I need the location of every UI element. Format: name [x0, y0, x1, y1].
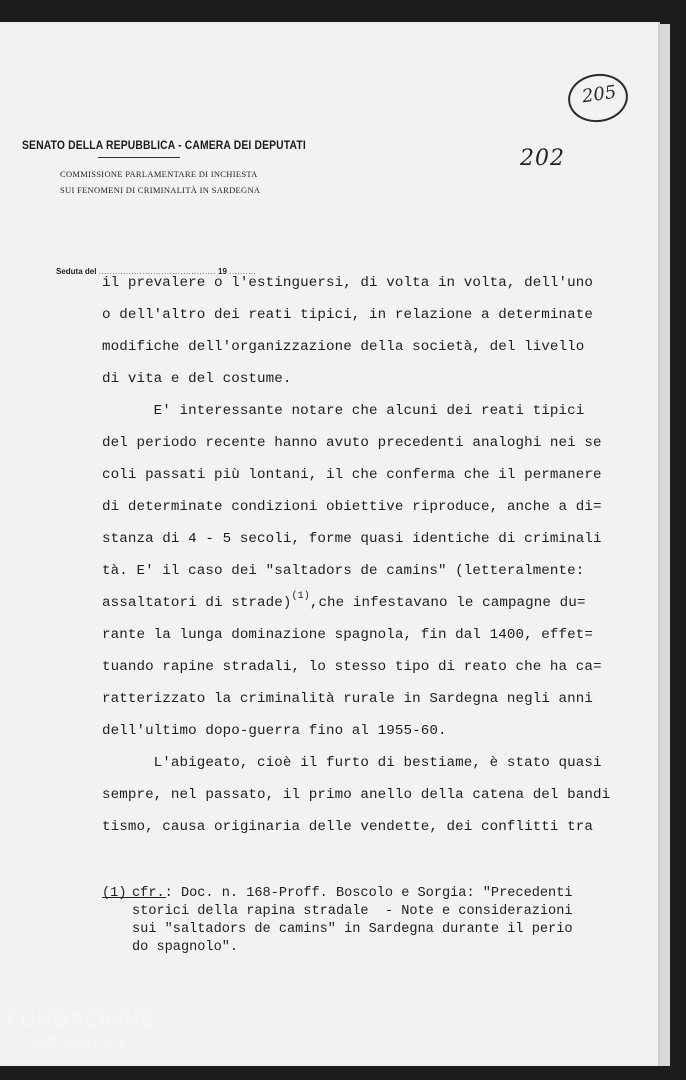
body-line: coli passati più lontani, il che conferma che il permanere: [102, 467, 602, 483]
page-stamp-number: 205: [580, 81, 618, 108]
body-line-start: assaltatori di strade): [102, 595, 292, 611]
body-line: del periodo recente hanno avuto precedenti analoghi nei se: [102, 435, 602, 451]
footnote-line: do spagnolo".: [132, 940, 239, 955]
body-line: il prevalere o l'estinguersi, di volta in volta, dell'uno: [102, 275, 593, 291]
body-line: di determinate condizioni obiettive riproduce, anche a di=: [102, 499, 602, 515]
body-line: rante la lunga dominazione spagnola, fin dal 1400, effet=: [102, 627, 593, 643]
body-line: dell'ultimo dopo-guerra fino al 1955-60.: [102, 723, 447, 739]
footnote-line: storici della rapina stradale - Note e considerazioni: [132, 904, 573, 919]
footnote-reference: (1): [291, 591, 310, 602]
letterhead-subtitle-2: SUI FENOMENI DI CRIMINALITÀ IN SARDEGNA: [60, 185, 261, 195]
body-line: tismo, causa originaria delle vendette, dei conflitti tra: [102, 819, 593, 835]
letterhead-title: SENATO DELLA REPUBBLICA - CAMERA DEI DEPUTATI: [22, 138, 306, 152]
body-line-with-footnote-ref: [102, 591, 586, 611]
seduta-year-dots: ..........: [229, 267, 257, 276]
body-line-end: ,che infestavano le campagne du=: [309, 595, 586, 611]
body-line: di vita e del costume.: [102, 371, 292, 387]
footnote-marker: (1): [102, 886, 127, 901]
seduta-date-dots: ...........................................: [98, 267, 216, 276]
body-line: E' interessante notare che alcuni dei reati tipici: [102, 403, 585, 419]
watermark-logo-line-1: FONDAZIONE: [6, 1008, 155, 1031]
letterhead-subtitle-1: COMMISSIONE PARLAMENTARE DI INCHIESTA: [60, 169, 258, 179]
seduta-year: 19: [218, 267, 227, 276]
body-line: sempre, nel passato, il primo anello della catena del bandi: [102, 787, 611, 803]
watermark-logo-line-2: GRAMSCI: [32, 1034, 127, 1053]
body-line: stanza di 4 - 5 secoli, forme quasi identiche di criminali: [102, 531, 602, 547]
document-page: [0, 22, 658, 1066]
footnote-line: cfr.: Doc. n. 168-Proff. Boscolo e Sorgia: "Precedenti: [132, 886, 573, 901]
handwritten-page-number: 202: [520, 146, 565, 171]
body-line: tà. E' il caso dei "saltadors de camins" (letteralmente:: [102, 563, 585, 579]
body-line: o dell'altro dei reati tipici, in relazione a determinate: [102, 307, 593, 323]
watermark-logo-line-3: onlus: [146, 1054, 166, 1063]
letterhead-divider: [98, 157, 180, 158]
footnote-line: sui "saltadors de camins" in Sardegna durante il perio: [132, 922, 573, 937]
seduta-label: Seduta del: [56, 267, 97, 276]
body-line: ratterizzato la criminalità rurale in Sardegna negli anni: [102, 691, 593, 707]
body-line: tuando rapine stradali, lo stesso tipo di reato che ha ca=: [102, 659, 602, 675]
body-line: modifiche dell'organizzazione della società, del livello: [102, 339, 585, 355]
body-line: L'abigeato, cioè il furto di bestiame, è stato quasi: [102, 755, 602, 771]
